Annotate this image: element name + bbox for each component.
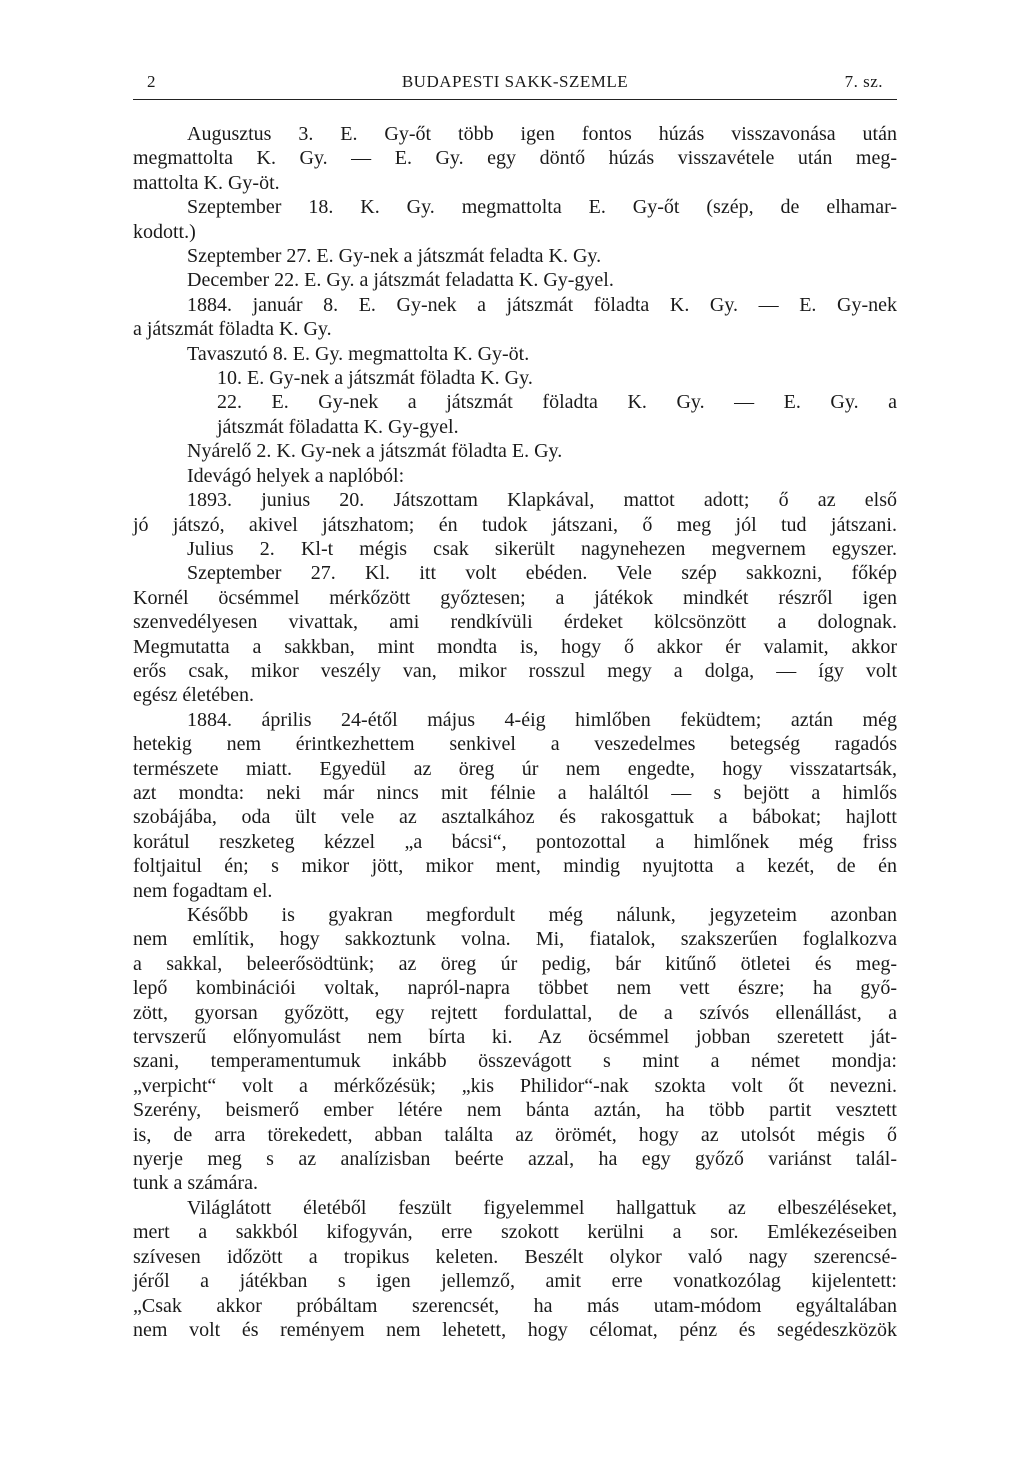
text-line: nem volt és reményem nem lehetett, hogy célomat, pénz és segédeszközök (133, 1318, 897, 1341)
text-line: Szeptember 27. Kl. itt volt ebéden. Vele szép sakkozni, főkép (187, 562, 897, 585)
text-line: Megmutatta a sakkban, mint mondta is, hogy ő akkor ér valamit, akkor (133, 635, 897, 658)
text-line: erős csak, mikor veszély van, mikor rosszul megy a dolga, — így volt (133, 659, 897, 682)
text-line: korátul reszketeg kézzel „a bácsi“, pontozottal a himlőnek még friss (133, 830, 897, 853)
text-line: tunk a számára. (133, 1172, 258, 1195)
text-line: zött, gyorsan győzött, egy rejtett fordulattal, de a szívós ellenállást, a (133, 1001, 897, 1024)
text-line: 22. E. Gy-nek a játszmát föladta K. Gy. — E. Gy. a (217, 391, 897, 414)
header-rule (133, 99, 897, 100)
text-line: megmattolta K. Gy. — E. Gy. egy döntő húzás visszavétele után meg- (133, 147, 897, 170)
running-header (133, 72, 897, 102)
text-line: nem fogadtam el. (133, 879, 273, 902)
text-line: Világlátott életéből feszült figyelemmel hallgattuk az elbeszéléseket, (187, 1196, 897, 1219)
text-line: játszmát föladatta K. Gy-gyel. (217, 415, 459, 438)
text-line: 1893. junius 20. Játszottam Klapkával, mattot adott; ő az első (187, 489, 897, 512)
text-line: is, de arra törekedett, abban találta az örömét, hogy az utolsót mégis ő (133, 1123, 897, 1146)
text-line: December 22. E. Gy. a játszmát feladatta K. Gy-gyel. (187, 269, 614, 292)
issue-number: 7. sz. (844, 72, 883, 91)
text-line: foltjaitul én; s mikor jött, mikor ment, mindig nyujtotta a kezét, de én (133, 855, 897, 878)
text-line: természete miatt. Egyedül az öreg úr nem engedte, hogy visszatartsák, (133, 757, 897, 780)
text-line: azt mondta: neki már nincs mit félnie a haláltól — s bejött a himlős (133, 781, 897, 804)
text-line: Julius 2. Kl-t mégis csak sikerült nagynehezen megvernem egyszer. (187, 537, 897, 560)
text-line: Kornél öcsémmel mérkőzött győztesen; a játékok mindkét részről igen (133, 586, 897, 609)
text-line: mattolta K. Gy-öt. (133, 171, 280, 194)
text-line: a sakkal, beleerősödtünk; az öreg úr pedig, bár kitűnő ötletei és meg- (133, 952, 897, 975)
text-line: 1884. április 24-étől május 4-éig himlőben feküdtem; aztán még (187, 708, 897, 731)
text-line: szenvedélyesen vivattak, ami rendkívüli érdeket kölcsönzött a dolognak. (133, 611, 897, 634)
text-line: hetekig nem érintkezhettem senkivel a veszedelmes betegség ragadós (133, 733, 897, 756)
text-line: Nyárelő 2. K. Gy-nek a játszmát föladta E. Gy. (187, 440, 563, 463)
text-line: szívesen időzött a tropikus keleten. Beszélt olykor való nagy szerencsé- (133, 1245, 897, 1268)
text-line: „Csak akkor próbáltam szerencsét, ha más utam-módom egyáltalában (133, 1294, 897, 1317)
text-line: Később is gyakran megfordult még nálunk, jegyzeteim azonban (187, 904, 897, 926)
running-title: BUDAPESTI SAKK-SZEMLE (401, 72, 629, 91)
text-line: a játszmát föladta K. Gy. (133, 318, 332, 341)
text-line: jó játszó, akivel játszhatom; én tudok játszani, ő meg jól tud játszani. (133, 513, 897, 536)
text-line: „verpicht“ volt a mérkőzésük; „kis Philidor“-nak szokta volt őt nevezni. (133, 1074, 897, 1097)
text-line: Szeptember 27. E. Gy-nek a játszmát feladta K. Gy. (187, 245, 602, 268)
text-line: lepő kombinációi voltak, napról-napra többet nem vett észre; ha győ- (133, 977, 897, 1000)
text-line: jéről a játékban s igen jellemző, amit erre vonatkozólag kijelentett: (133, 1270, 897, 1293)
text-line: 10. E. Gy-nek a játszmát föladta K. Gy. (217, 367, 533, 390)
text-line: nyerje meg s az analízisban beérte azzal, ha egy győző variánst talál- (133, 1148, 897, 1171)
text-line: Idevágó helyek a naplóból: (187, 464, 405, 487)
text-line: szani, temperamentumuk inkább összevágott s mint a német mondja: (133, 1050, 897, 1073)
text-line: 1884. január 8. E. Gy-nek a játszmát föladta K. Gy. — E. Gy-nek (187, 293, 897, 316)
body-text (133, 122, 897, 1342)
text-line: Szerény, beismerő ember létére nem bánta aztán, ha több partit vesztett (133, 1099, 897, 1122)
text-line: Tavaszutó 8. E. Gy. megmattolta K. Gy-öt. (187, 342, 530, 365)
text-line: tervszerű előnyomulást nem bírta ki. Az öcsémmel jobban szeretett ját- (133, 1026, 897, 1049)
text-line: mert a sakkból kifogyván, erre szokott kerülni a sor. Emlékezéseiben (133, 1221, 897, 1244)
text-line: Szeptember 18. K. Gy. megmattolta E. Gy-őt (szép, de elhamar- (187, 196, 897, 219)
text-line: szobájába, oda ült vele az asztalkához és rakosgattuk a bábokat; hajlott (133, 806, 897, 829)
text-line: kodott.) (133, 220, 196, 243)
text-line: nem említik, hogy sakkoztunk volna. Mi, fiatalok, szakszerűen foglalkozva (133, 928, 897, 951)
text-line: egész életében. (133, 684, 255, 707)
text-line: Augusztus 3. E. Gy-őt több igen fontos húzás visszavonása után (187, 123, 897, 145)
page-number: 2 (147, 72, 156, 91)
